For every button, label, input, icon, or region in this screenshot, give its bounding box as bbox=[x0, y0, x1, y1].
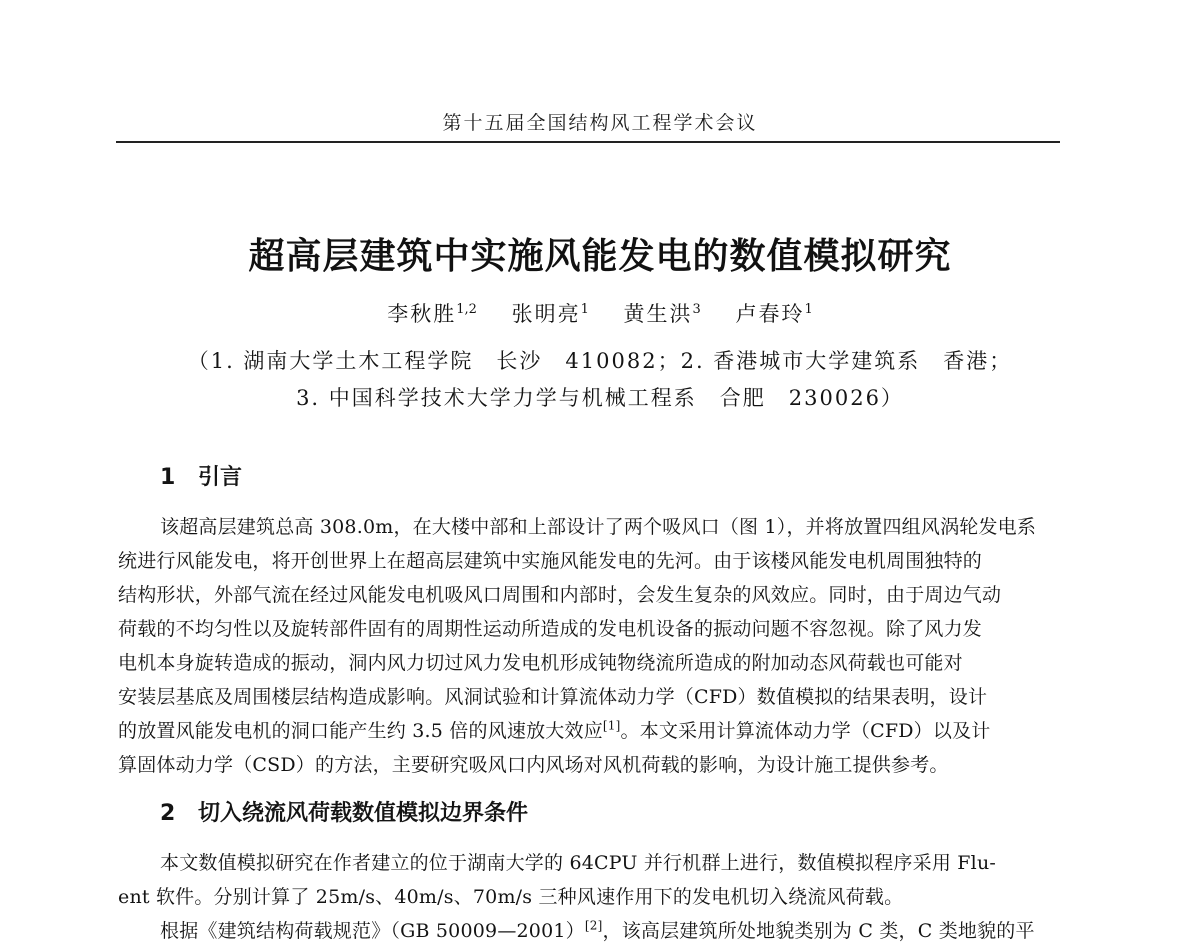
affiliation-line-2: 3. 中国科学技术大学力学与机械工程系 合肥 230026） bbox=[296, 386, 904, 410]
author-affil-mark: 1 bbox=[580, 302, 589, 317]
section-2-heading bbox=[160, 796, 528, 827]
author-name: 黄生洪 bbox=[623, 302, 693, 326]
affiliation-line-1: （1. 湖南大学土木工程学院 长沙 410082；2. 香港城市大学建筑系 香港； bbox=[187, 349, 1013, 373]
section-title: 切入绕流风荷载数值模拟边界条件 bbox=[198, 801, 529, 826]
author-name: 张明亮 bbox=[511, 302, 581, 326]
body-line: 算固体动力学（CSD）的方法，主要研究吸风口内风场对风机荷载的影响，为设计施工提供参考。 bbox=[118, 754, 949, 776]
body-line: 电机本身旋转造成的振动，洞内风力切过风力发电机形成钝物绕流所造成的附加动态风荷载也可能对 bbox=[118, 652, 963, 674]
body-line bbox=[160, 916, 1035, 943]
body-text: ，该高层建筑所处地貌类别为 C 类，C 类地貌的平 bbox=[602, 920, 1035, 942]
section-title: 引言 bbox=[198, 465, 243, 490]
body-line: 统进行风能发电，将开创世界上在超高层建筑中实施风能发电的先河。由于该楼风能发电机周围独特的 bbox=[118, 550, 983, 572]
body-text: 的放置风能发电机的洞口能产生约 3.5 倍的风速放大效应 bbox=[118, 720, 603, 742]
author-affil-mark: 1,2 bbox=[456, 302, 477, 317]
author-affil-mark: 1 bbox=[804, 302, 813, 317]
author-list bbox=[0, 298, 1200, 328]
body-line: ent 软件。分别计算了 25m/s、40m/s、70m/s 三种风速作用下的发电机切入绕流风荷载。 bbox=[118, 886, 904, 908]
author-4 bbox=[736, 302, 813, 326]
body-line: 荷载的不均匀性以及旋转部件固有的周期性运动所造成的发电机设备的振动问题不容忽视。除了风力发 bbox=[118, 618, 983, 640]
body-line: 安装层基底及周围楼层结构造成影响。风洞试验和计算流体动力学（CFD）数值模拟的结果表明，设计 bbox=[118, 686, 988, 708]
author-name: 卢春玲 bbox=[735, 302, 805, 326]
body-line bbox=[118, 716, 990, 743]
header-rule bbox=[116, 141, 1060, 143]
conference-header: 第十五届全国结构风工程学术会议 bbox=[442, 112, 758, 134]
body-text: 根据《建筑结构荷载规范》（GB 50009—2001） bbox=[160, 920, 585, 942]
author-2 bbox=[512, 302, 589, 326]
citation-link[interactable]: [1] bbox=[602, 718, 621, 733]
body-line: 本文数值模拟研究在作者建立的位于湖南大学的 64CPU 并行机群上进行，数值模拟程序采用 Flu- bbox=[160, 852, 997, 874]
body-line: 该超高层建筑总高 308.0m，在大楼中部和上部设计了两个吸风口（图 1），并将放置四组风涡轮发电系 bbox=[160, 516, 1037, 538]
author-name: 李秋胜 bbox=[387, 302, 457, 326]
author-affil-mark: 3 bbox=[692, 302, 701, 317]
body-line: 结构形状，外部气流在经过风能发电机吸风口周围和内部时，会发生复杂的风效应。同时，由于周边气动 bbox=[118, 584, 1002, 606]
section-number: 1 bbox=[160, 465, 176, 490]
author-1 bbox=[387, 302, 477, 326]
section-1-heading bbox=[160, 460, 242, 491]
body-text: 。本文采用计算流体动力学（CFD）以及计 bbox=[620, 720, 991, 742]
paper-title: 超高层建筑中实施风能发电的数值模拟研究 bbox=[248, 236, 952, 277]
section-number: 2 bbox=[160, 801, 176, 826]
citation-link[interactable]: [2] bbox=[584, 918, 603, 933]
author-3 bbox=[624, 302, 701, 326]
